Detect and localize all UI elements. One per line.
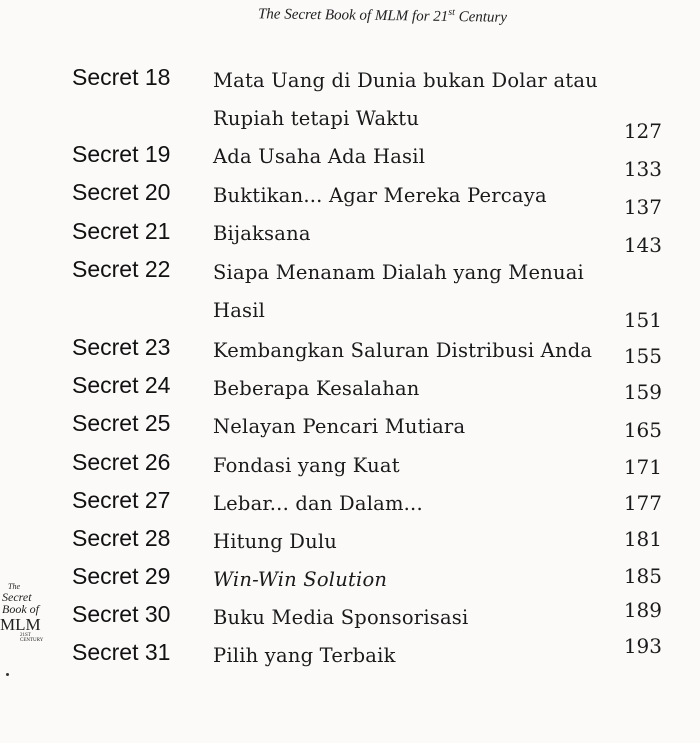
entry-label: Secret 26 <box>72 449 171 475</box>
logo-line: 21ST CENTURY <box>20 633 44 643</box>
entry-title: Mata Uang di Dunia bukan Dolar atau Rupiah tetapi Waktu <box>213 69 598 130</box>
entry-title: Nelayan Pencari Mutiara <box>213 415 466 438</box>
entry-title: Ada Usaha Ada Hasil <box>213 145 426 168</box>
entry-title: Beberapa Kesalahan <box>213 377 420 400</box>
entry-label: Secret 19 <box>72 141 171 167</box>
entry-title: Bijaksana <box>213 222 311 245</box>
entry-title: Buku Media Sponsorisasi <box>213 606 469 629</box>
entry-label: Secret 20 <box>72 179 171 205</box>
entry-label: Secret 28 <box>72 525 171 551</box>
entry-page: 159 <box>623 380 662 404</box>
entry-label: Secret 23 <box>72 334 171 360</box>
entry-title: Fondasi yang Kuat <box>213 454 400 477</box>
entry-label: Secret 27 <box>72 487 171 513</box>
entry-title: Hitung Dulu <box>213 530 338 553</box>
entry-title: Buktikan... Agar Mereka Percaya <box>213 184 547 207</box>
entry-title: Pilih yang Terbaik <box>213 644 396 667</box>
entry-page: 193 <box>623 634 662 658</box>
entry-page: 181 <box>623 527 662 551</box>
header-title: The Secret Book of MLM for 21 <box>257 6 449 25</box>
entry-title: Siapa Menanam Dialah yang Menuai Hasil <box>213 261 584 322</box>
entry-page: 155 <box>623 344 662 368</box>
entry-page: 177 <box>623 491 662 515</box>
entry-title: Kembangkan Saluran Distribusi Anda <box>213 339 593 362</box>
entry-label: Secret 31 <box>72 639 171 665</box>
entry-page: 137 <box>623 195 662 219</box>
entry-page: 127 <box>623 119 662 143</box>
entry-page: 133 <box>623 157 662 181</box>
header-superscript: st <box>448 6 456 19</box>
logo-line: Secret <box>2 590 32 604</box>
entry-page: 143 <box>623 233 662 257</box>
entry-label: Secret 30 <box>72 601 171 627</box>
logo-line: MLM <box>0 615 41 634</box>
logo-line: Book of <box>2 602 39 616</box>
logo-line: The <box>8 582 20 591</box>
entry-title: Lebar... dan Dalam... <box>213 492 423 515</box>
entry-label: Secret 22 <box>72 256 171 282</box>
entry-label: Secret 25 <box>72 410 171 436</box>
entry-page: 189 <box>623 598 662 622</box>
entry-label: Secret 18 <box>72 64 171 90</box>
entry-page: 185 <box>623 564 662 588</box>
book-logo <box>0 583 42 645</box>
entry-label: Secret 29 <box>72 563 171 589</box>
entry-page: 151 <box>623 308 662 332</box>
entry-label: Secret 21 <box>72 218 171 244</box>
entry-page: 165 <box>623 418 662 442</box>
decorative-dot <box>6 673 9 676</box>
header-title-tail: Century <box>454 9 508 26</box>
entry-label: Secret 24 <box>72 372 171 398</box>
entry-title: Win-Win Solution <box>213 568 388 591</box>
entry-page: 171 <box>623 455 662 479</box>
